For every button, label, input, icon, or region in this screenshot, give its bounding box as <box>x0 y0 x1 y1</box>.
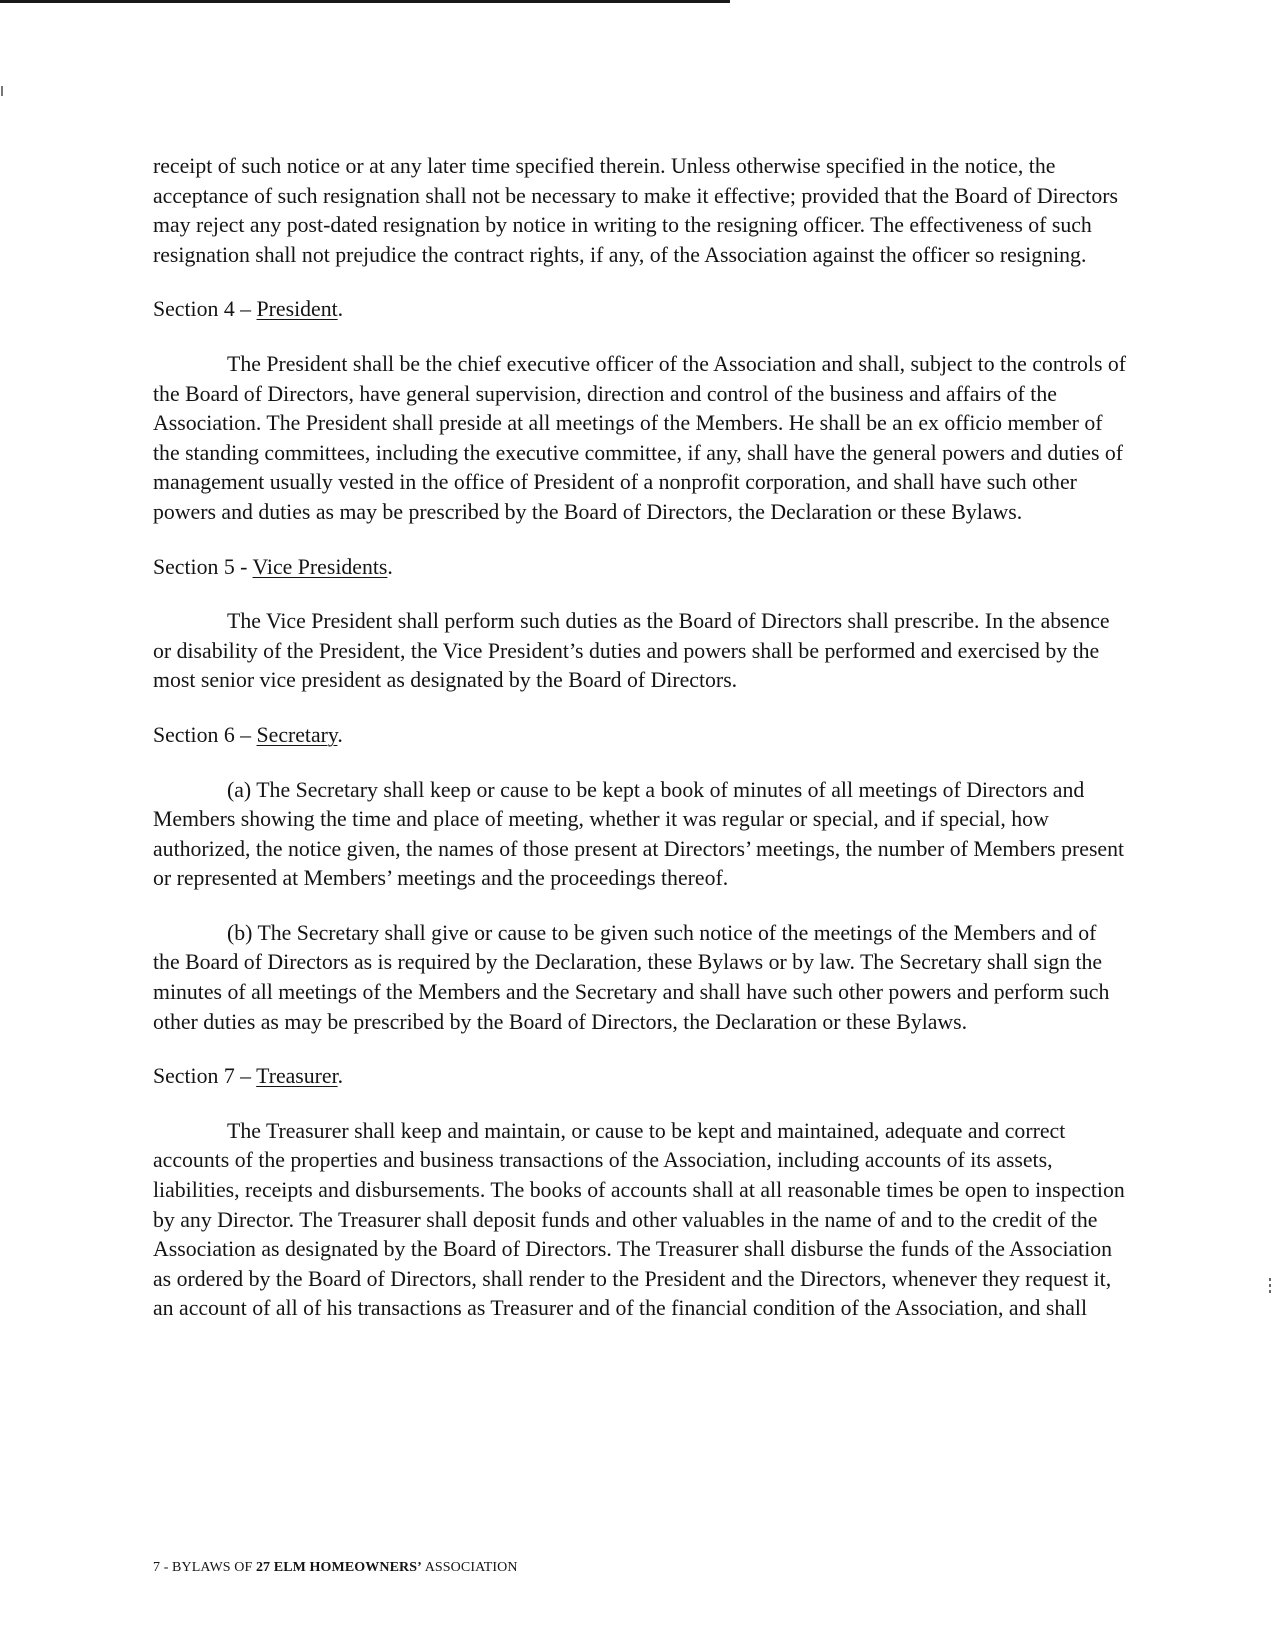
section-4-number: Section 4 – <box>153 297 257 322</box>
section-4-period: . <box>337 297 344 322</box>
footer-association-name: 27 ELM HOMEOWNERS’ <box>255 1560 422 1575</box>
section-7-title: Treasurer <box>256 1064 338 1089</box>
section-4-heading <box>153 295 1128 325</box>
footer-association-suffix: ASSOCIATION <box>421 1560 518 1575</box>
section-6-period: . <box>337 722 343 747</box>
page-footer <box>153 1560 518 1576</box>
paragraph-secretary-b: (b) The Secretary shall give or cause to be given such notice of the meetings of the Members and of the Board of Directors as is required by the Declaration, these Bylaws or by law. The Secretary shall sign the minutes of all meetings of the Members and the Secretary and shall have such other powers and perform such other duties as may be prescribed by the Board of Directors, the Declaration or these Bylaws. <box>153 920 1110 1034</box>
scan-edge-mark-right <box>1269 1278 1271 1296</box>
section-6-title: Secretary <box>256 722 338 747</box>
paragraph-resignation-continued: receipt of such notice or at any later time specified therein. Unless otherwise specified in the notice, the acceptance of such resignation shall not be necessary to make it effective; provided that the Board of Directors may reject any post-dated resignation by notice in writing to the resigning officer. The effectiveness of such resignation shall not prejudice the contract rights, if any, of the Association against the officer so resigning. <box>153 154 1118 267</box>
section-7-heading <box>153 1062 1128 1092</box>
paragraph-president: The President shall be the chief executive officer of the Association and shall, subject to the controls of the Board of Directors, have general supervision, direction and control of the business and affairs of the Association. The President shall preside at all meetings of the Members. He shall be an ex officio member of the standing committees, including the executive committee, if any, shall have the general powers and duties of management usually vested in the office of President of a nonprofit corporation, and shall have such other powers and duties as may be prescribed by the Board of Directors, the Declaration or these Bylaws. <box>153 351 1127 524</box>
section-7-number: Section 7 – <box>153 1064 257 1089</box>
section-7-period: . <box>337 1064 344 1089</box>
top-edge-rule <box>0 0 730 3</box>
footer-page-label: 7 - BYLAWS OF <box>153 1560 256 1575</box>
paragraph-secretary-a: (a) The Secretary shall keep or cause to be kept a book of minutes of all meetings of Directors and Members showing the time and place of meeting, whether it was regular or special, and if special, how authorized, the notice given, the names of those present at Directors’ meetings, the number of Members present or represented at Members’ meetings and the proceedings thereof. <box>153 777 1125 891</box>
paragraph-treasurer: The Treasurer shall keep and maintain, or cause to be kept and maintained, adequate and correct accounts of the properties and business transactions of the Association, including accounts of its assets, liabilities, receipts and disbursements. The books of accounts shall at all reasonable times be open to inspection by any Director. The Treasurer shall deposit funds and other valuables in the name of and to the credit of the Association as designated by the Board of Directors. The Treasurer shall disburse the funds of the Association as ordered by the Board of Directors, shall render to the President and the Directors, whenever they request it, an account of all of his transactions as Treasurer and of the financial condition of the Association, and shall <box>153 1118 1125 1321</box>
section-4-title: President <box>256 297 338 322</box>
section-5-period: . <box>387 554 393 579</box>
section-5-number: Section 5 - <box>153 554 253 579</box>
scan-edge-mark-left <box>1 86 3 96</box>
paragraph-vice-presidents: The Vice President shall perform such duties as the Board of Directors shall prescribe. In the absence or disability of the President, the Vice President’s duties and powers shall be performed and exercised by the most senior vice president as designated by the Board of Directors. <box>153 609 1110 693</box>
section-6-heading <box>153 721 1128 751</box>
section-5-title: Vice Presidents <box>252 554 388 579</box>
section-5-heading <box>153 553 1128 583</box>
document-body <box>153 152 1128 1324</box>
section-6-number: Section 6 – <box>153 722 257 747</box>
